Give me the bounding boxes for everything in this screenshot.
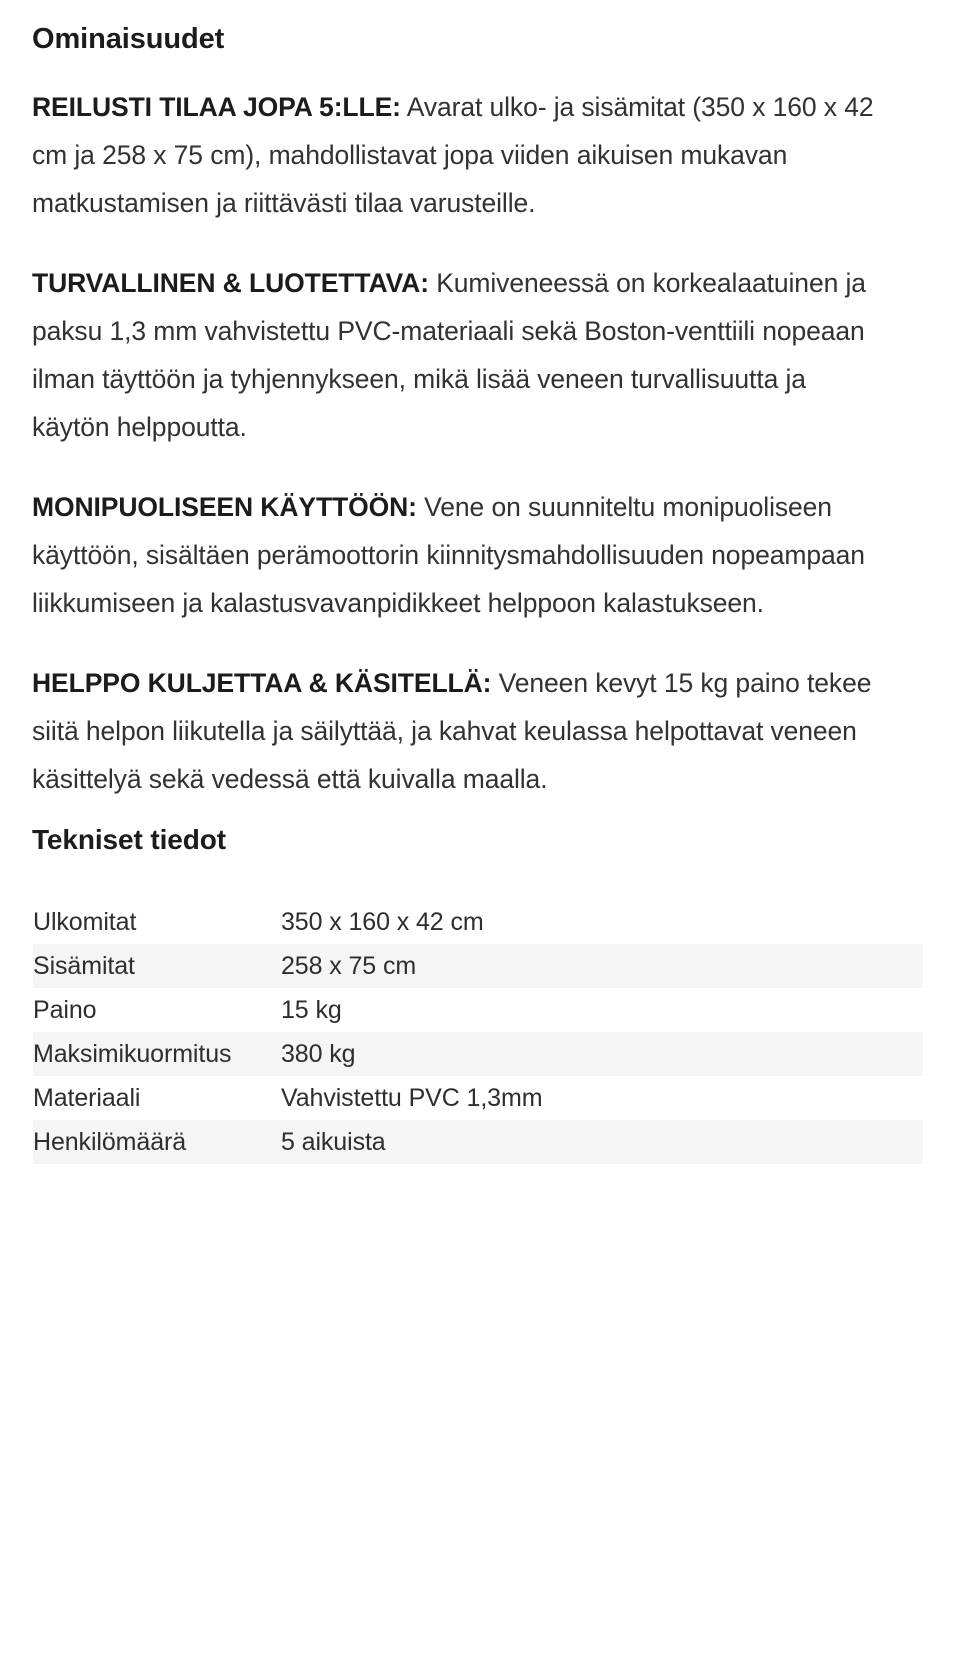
table-row [33,1032,923,1076]
feature-paragraph [32,259,890,451]
features-list [32,83,928,803]
spec-value: 380 kg [281,1040,356,1069]
table-row [33,944,923,988]
specifications-heading: Tekniset tiedot [32,823,227,855]
spec-value: 5 aikuista [281,1128,386,1157]
feature-lead-label: REILUSTI TILAA JOPA 5:LLE: [32,91,401,122]
feature-body-text: Vene on suunniteltu monipuoliseen käyttöön, sisältäen perämoottorin kiinnitysmahdollisuuden nopeampaan liikkumiseen ja kalastusvavanpidikkeet helppoon kalastukseen. [32,491,865,618]
feature-paragraph [32,659,890,803]
spec-label: Ulkomitat [33,908,137,937]
table-row [33,900,923,944]
specifications-table-container [33,900,923,1164]
feature-body-text: Veneen kevyt 15 kg paino tekee siitä helpon liikutella ja säilyttää, ja kahvat keulassa helpottavat veneen käsittelyä sekä vedessä että kuivalla maalla. [32,667,872,794]
feature-body-text: Kumiveneessä on korkealaatuinen ja paksu 1,3 mm vahvistettu PVC-materiaali sekä Boston-venttiili nopeaan ilman täyttöön ja tyhjennykseen, mikä lisää veneen turvallisuutta ja käytön helppoutta. [32,267,866,442]
feature-paragraph [32,83,890,227]
spec-value: 350 x 160 x 42 cm [281,908,484,937]
table-row [33,1076,923,1120]
spec-value: 258 x 75 cm [281,952,417,981]
spec-label: Paino [33,996,97,1025]
spec-label: Sisämitat [33,952,135,981]
feature-lead-label: TURVALLINEN & LUOTETTAVA: [32,267,429,298]
table-row [33,988,923,1032]
spec-value: 15 kg [281,996,342,1025]
features-heading: Ominaisuudet [32,23,225,55]
specifications-table-body [33,900,923,1164]
table-row [33,1120,923,1164]
specifications-table [33,900,923,1164]
spec-value: Vahvistettu PVC 1,3mm [281,1084,543,1113]
feature-paragraph [32,483,890,627]
feature-lead-label: HELPPO KULJETTAA & KÄSITELLÄ: [32,667,492,698]
spec-label: Henkilömäärä [33,1128,187,1157]
feature-lead-label: MONIPUOLISEEN KÄYTTÖÖN: [32,491,417,522]
feature-body-text: Avarat ulko- ja sisämitat (350 x 160 x 42 cm ja 258 x 75 cm), mahdollistavat jopa viiden aikuisen mukavan matkustamisen ja riittävästi tilaa varusteille. [32,91,874,218]
spec-label: Materiaali [33,1084,141,1113]
spec-label: Maksimikuormitus [33,1040,232,1069]
